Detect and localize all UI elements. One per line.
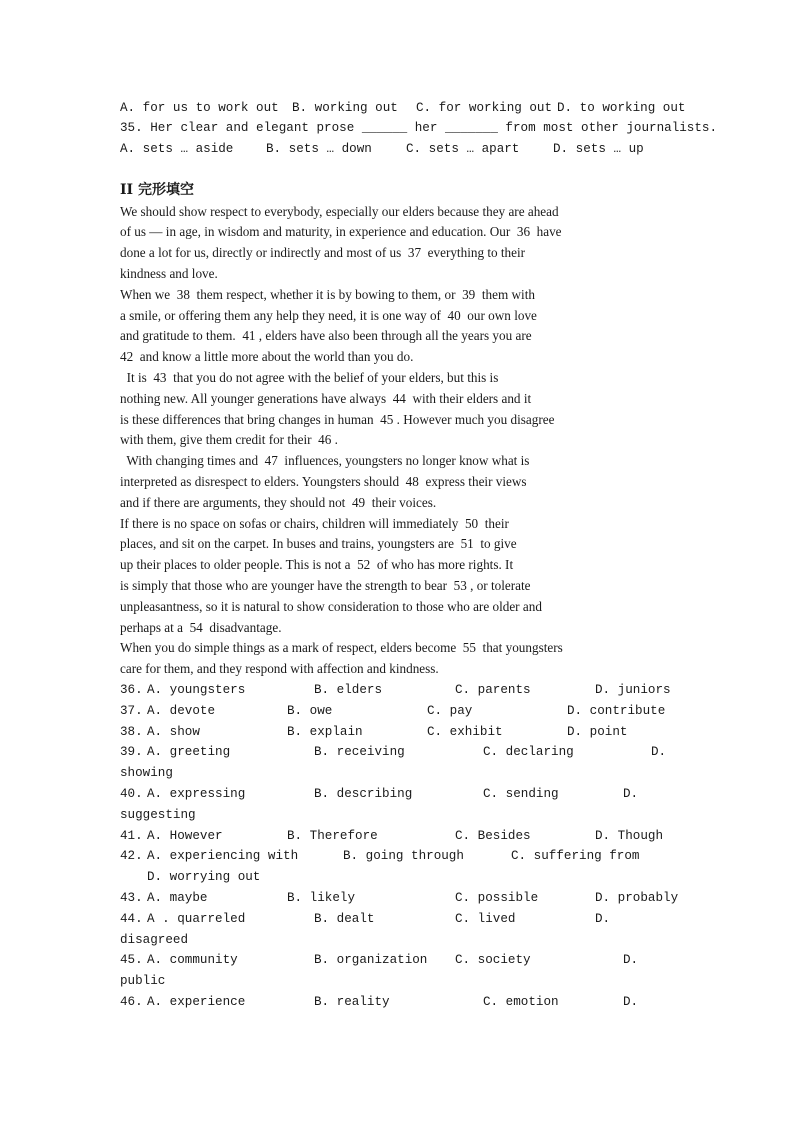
q36-option-b: B. elders [314, 683, 383, 697]
q37-option-b: B. owe [287, 704, 333, 718]
q43-option-c: C. possible [455, 891, 539, 905]
passage-line: and gratitude to them. 41 , elders have also been through all the years you are [120, 328, 532, 343]
q37-number: 37. [120, 704, 143, 718]
q35-option-c: C. sets … apart [406, 142, 520, 156]
passage-line: is these differences that bring changes in human 45 . However much you disagree [120, 412, 555, 427]
q39-number: 39. [120, 745, 143, 759]
q41-option-a: A. However [147, 829, 223, 843]
q36-option-c: C. parents [455, 683, 531, 697]
q41-option-c: C. Besides [455, 829, 531, 843]
q43-number: 43. [120, 891, 143, 905]
q45-option-c: C. society [455, 953, 531, 967]
passage-line: a smile, or offering them any help they need, it is one way of 40 our own love [120, 308, 537, 323]
q43-option-d: D. probably [595, 891, 679, 905]
q34-option-a: A. for us to work out [120, 101, 279, 115]
q37-option-a: A. devote [147, 704, 216, 718]
q38-option-a: A. show [147, 725, 200, 739]
q38-option-b: B. explain [287, 725, 363, 739]
q44-option-b: B. dealt [314, 912, 375, 926]
passage-line: and if there are arguments, they should not 49 their voices. [120, 495, 437, 510]
passage-line: of us — in age, in wisdom and maturity, in experience and education. Our 36 have [120, 224, 562, 239]
q44-option-a: A . quarreled [147, 912, 246, 926]
passage-line: perhaps at a 54 disadvantage. [120, 620, 282, 635]
q46-option-a: A. experience [147, 995, 246, 1009]
q46-number: 46. [120, 995, 143, 1009]
q36-number: 36. [120, 683, 143, 697]
passage-line: care for them, and they respond with affection and kindness. [120, 661, 439, 676]
q38-option-d: D. point [567, 725, 628, 739]
passage-line: When we 38 them respect, whether it is by bowing to them, or 39 them with [120, 287, 535, 302]
q39-option-b: B. receiving [314, 745, 405, 759]
q40-option-c: C. sending [483, 787, 559, 801]
q45-option-d-text: public [120, 974, 166, 988]
q34-option-d: D. to working out [557, 101, 686, 115]
passage-line: With changing times and 47 influences, youngsters no longer know what is [120, 453, 530, 468]
q44-option-c: C. lived [455, 912, 516, 926]
q38-number: 38. [120, 725, 143, 739]
passage-line: done a lot for us, directly or indirectly and most of us 37 everything to their [120, 245, 526, 260]
q40-option-a: A. expressing [147, 787, 246, 801]
q34-option-c: C. for working out [416, 101, 553, 115]
q42-number: 42. [120, 849, 143, 863]
passage-line: kindness and love. [120, 266, 218, 281]
q46-option-d: D. [623, 995, 639, 1009]
q41-number: 41. [120, 829, 143, 843]
q37-option-d: D. contribute [567, 704, 666, 718]
q44-option-d-text: disagreed [120, 933, 189, 947]
q44-option-d: D. [595, 912, 611, 926]
q36-option-a: A. youngsters [147, 683, 246, 697]
q45-option-a: A. community [147, 953, 238, 967]
passage-line: places, and sit on the carpet. In buses and trains, youngsters are 51 to give [120, 536, 517, 551]
passage-line: unpleasantness, so it is natural to show consideration to those who are older and [120, 599, 542, 614]
q41-option-b: B. Therefore [287, 829, 378, 843]
q34-option-b: B. working out [292, 101, 398, 115]
q42-option-b: B. going through [343, 849, 464, 863]
q41-option-d: D. Though [595, 829, 664, 843]
q39-option-d-text: showing [120, 766, 173, 780]
passage-line: If there is no space on sofas or chairs, children will immediately 50 their [120, 516, 509, 531]
q44-number: 44. [120, 912, 143, 926]
q43-option-a: A. maybe [147, 891, 208, 905]
q39-option-c: C. declaring [483, 745, 574, 759]
q45-number: 45. [120, 953, 143, 967]
q45-option-d: D. [623, 953, 639, 967]
q40-option-d-text: suggesting [120, 808, 196, 822]
q46-option-c: C. emotion [483, 995, 559, 1009]
q39-option-d: D. [651, 745, 667, 759]
passage-line: 42 and know a little more about the world than you do. [120, 349, 414, 364]
q37-option-c: C. pay [427, 704, 473, 718]
q42-option-c: C. suffering from [511, 849, 640, 863]
q40-number: 40. [120, 787, 143, 801]
q40-option-d: D. [623, 787, 639, 801]
passage-line: is simply that those who are younger have the strength to bear 53 , or tolerate [120, 578, 531, 593]
passage-line: nothing new. All younger generations have always 44 with their elders and it [120, 391, 532, 406]
q35-option-d: D. sets … up [553, 142, 644, 156]
q35-option-b: B. sets … down [266, 142, 372, 156]
q39-option-a: A. greeting [147, 745, 231, 759]
q36-option-d: D. juniors [595, 683, 671, 697]
q46-option-b: B. reality [314, 995, 390, 1009]
q40-option-b: B. describing [314, 787, 413, 801]
q38-option-c: C. exhibit [427, 725, 503, 739]
passage-line: with them, give them credit for their 46 . [120, 432, 338, 447]
q45-option-b: B. organization [314, 953, 428, 967]
section-heading: II 完形填空 [120, 182, 194, 198]
passage-line: interpreted as disrespect to elders. Youngsters should 48 express their views [120, 474, 527, 489]
q42-option-a: A. experiencing with [147, 849, 299, 863]
q43-option-b: B. likely [287, 891, 356, 905]
q35-stem: 35. Her clear and elegant prose ______ her _______ from most other journalists. [120, 121, 718, 135]
passage-line: It is 43 that you do not agree with the belief of your elders, but this is [120, 370, 499, 385]
passage-line: up their places to older people. This is not a 52 of who has more rights. It [120, 557, 514, 572]
passage-line: We should show respect to everybody, especially our elders because they are ahead [120, 204, 559, 219]
passage-line: When you do simple things as a mark of respect, elders become 55 that youngsters [120, 640, 563, 655]
q42-option-d: D. worrying out [147, 870, 261, 884]
q35-option-a: A. sets … aside [120, 142, 234, 156]
